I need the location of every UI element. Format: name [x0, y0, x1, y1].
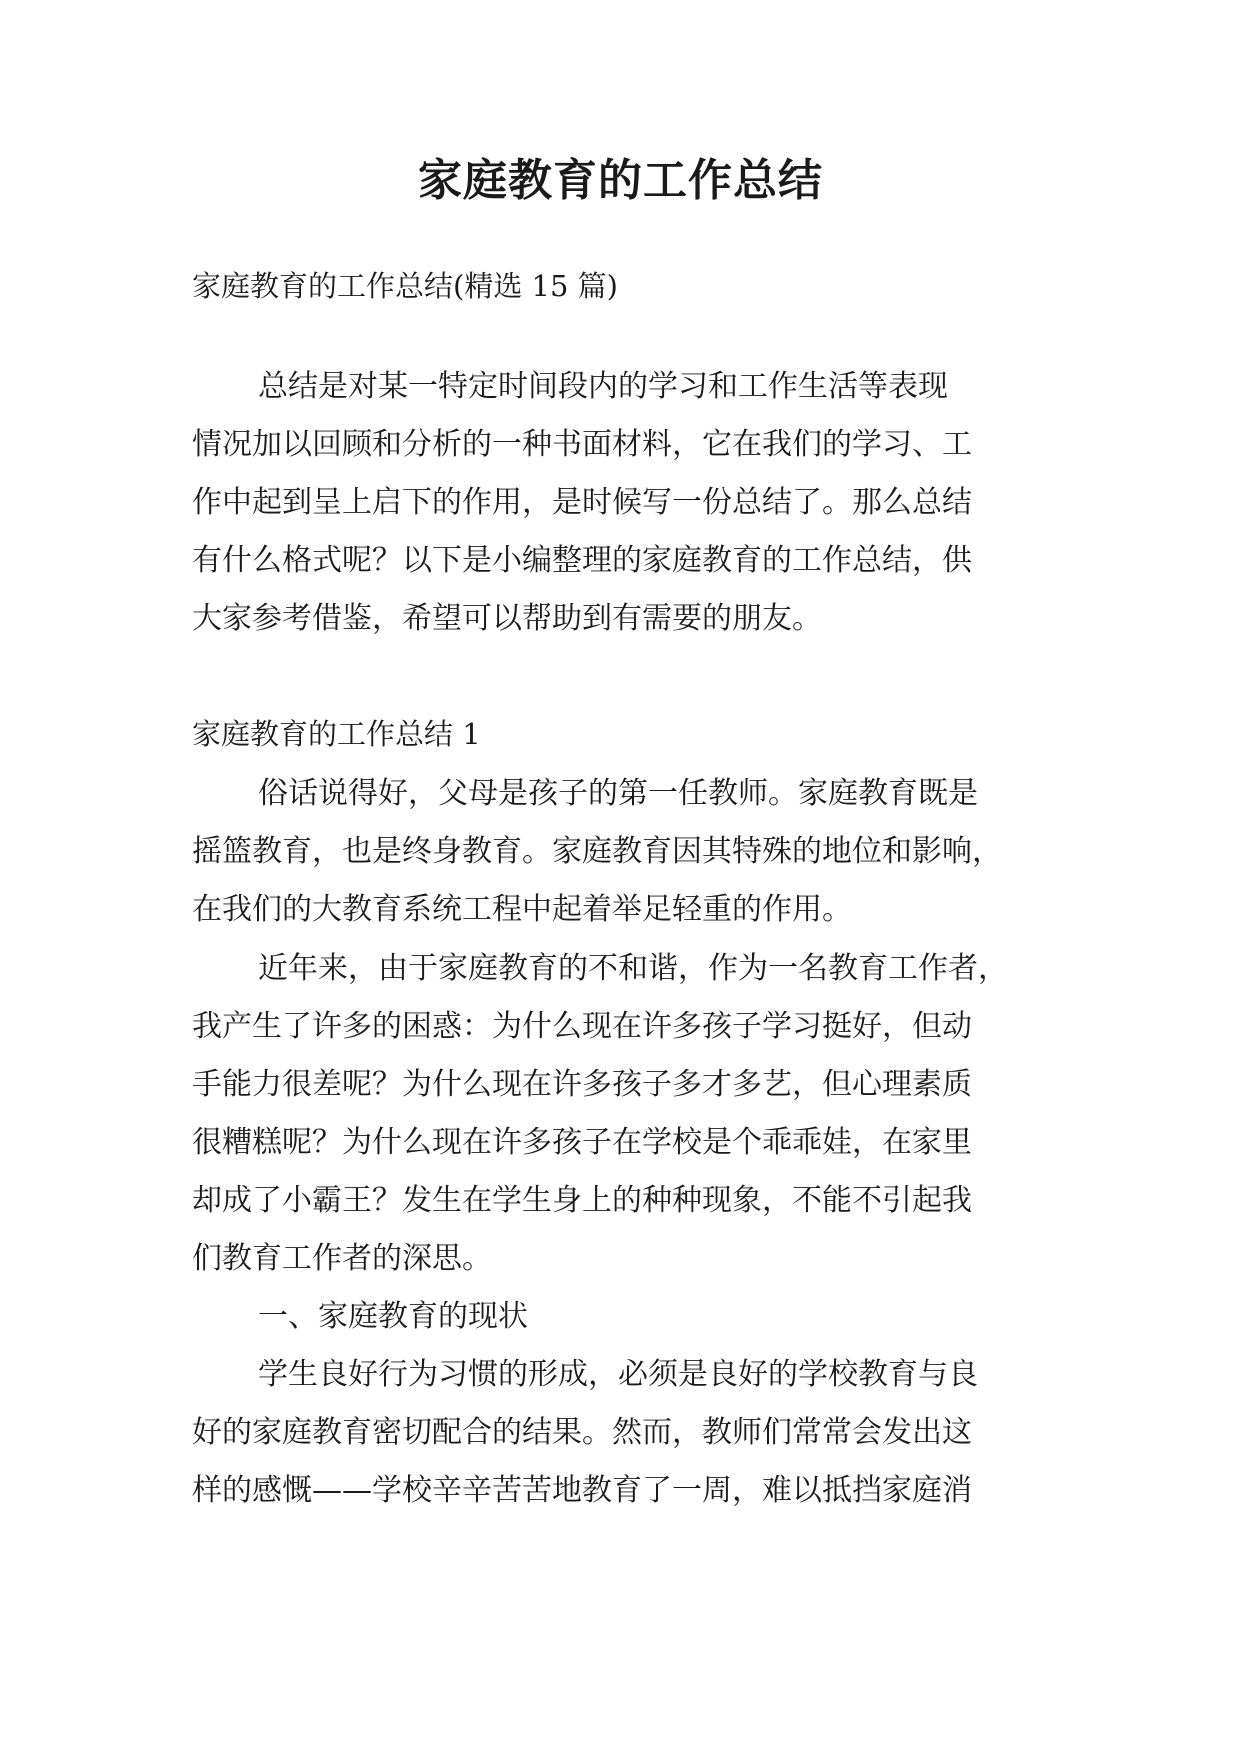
- paragraph-line: 在我们的大教育系统工程中起着举足轻重的作用。: [192, 892, 852, 927]
- paragraph-line: 作中起到呈上启下的作用，是时候写一份总结了。那么总结: [192, 485, 972, 520]
- paragraph-line: 样的感慨——学校辛辛苦苦地教育了一周，难以抵挡家庭消: [192, 1473, 972, 1508]
- paragraph-line: 却成了小霸王？发生在学生身上的种种现象，不能不引起我: [192, 1183, 972, 1218]
- paragraph-line: 好的家庭教育密切配合的结果。然而，教师们常常会发出这: [192, 1415, 972, 1450]
- body-paragraph: [192, 940, 1050, 1288]
- paragraph-line: 们教育工作者的深思。: [192, 1241, 492, 1276]
- document-title: 家庭教育的工作总结: [418, 155, 823, 206]
- paragraph-line: 摇篮教育，也是终身教育。家庭教育因其特殊的地位和影响，: [192, 834, 1002, 869]
- paragraph-line: 近年来，由于家庭教育的不和谐，作为一名教育工作者，: [258, 951, 1008, 986]
- paragraph-line: 很糟糕呢？为什么现在许多孩子在学校是个乖乖娃，在家里: [192, 1125, 972, 1160]
- sub-heading: 一、家庭教育的现状: [258, 1299, 528, 1334]
- paragraph-line: 大家参考借鉴，希望可以帮助到有需要的朋友。: [192, 601, 822, 636]
- paragraph-line: 有什么格式呢？以下是小编整理的家庭教育的工作总结，供: [192, 543, 972, 578]
- body-paragraph: [192, 1346, 1050, 1520]
- paragraph-line: 俗话说得好，父母是孩子的第一任教师。家庭教育既是: [258, 776, 978, 811]
- paragraph-line: 手能力很差呢？为什么现在许多孩子多才多艺，但心理素质: [192, 1067, 972, 1102]
- paragraph-line: 总结是对某一特定时间段内的学习和工作生活等表现: [258, 369, 948, 404]
- intro-paragraph: [192, 358, 1050, 648]
- body-paragraph: [192, 765, 1050, 939]
- paragraph-line: 学生良好行为习惯的形成，必须是良好的学校教育与良: [258, 1357, 978, 1392]
- paragraph-line: 我产生了许多的困惑：为什么现在许多孩子学习挺好，但动: [192, 1009, 972, 1044]
- document-subtitle: 家庭教育的工作总结(精选 15 篇): [192, 269, 618, 303]
- section-heading: 家庭教育的工作总结 1: [192, 717, 481, 751]
- paragraph-line: 情况加以回顾和分析的一种书面材料，它在我们的学习、工: [192, 427, 972, 462]
- sub-heading-block: [192, 1288, 1050, 1346]
